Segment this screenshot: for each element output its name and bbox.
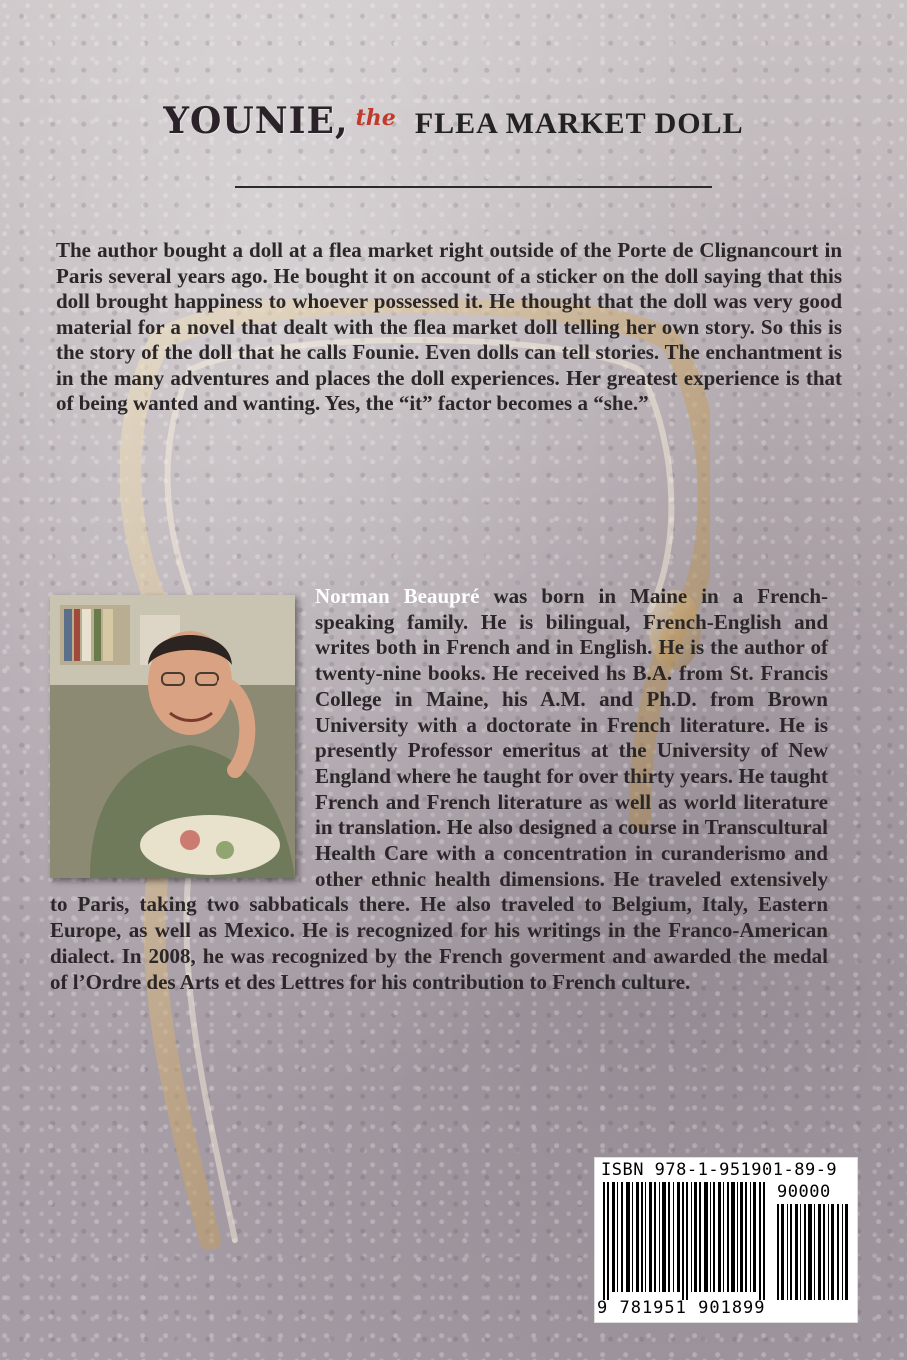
photo-spacer bbox=[50, 584, 315, 878]
isbn-label: ISBN 978-1-951901-89-9 bbox=[601, 1160, 838, 1180]
author-name: Norman Beaupré bbox=[315, 584, 480, 608]
barcode-bars-addon bbox=[777, 1204, 849, 1300]
book-title bbox=[0, 100, 907, 142]
title-underline bbox=[235, 186, 712, 188]
author-bio bbox=[50, 584, 828, 995]
isbn-barcode bbox=[594, 1157, 858, 1323]
title-the: the bbox=[355, 105, 396, 131]
ean-digits: 9 781951 901899 bbox=[597, 1298, 766, 1318]
barcode-bars-main bbox=[603, 1182, 767, 1300]
book-blurb: The author bought a doll at a flea market right outside of the Porte de Clignancourt in Paris several years ago. He bought it on account of a sticker on the doll saying that this doll brought happiness to whoever possessed it. He thought that the doll was very good material for a novel that dealt with the flea market doll telling her own story. So this is the story of the doll that he calls Founie. Even dolls can tell stories. The enchantment is in the many adventures and places the doll experiences. Her greatest experience is that of being wanted and wanting. Yes, the “it” factor becomes a “she.” bbox=[56, 238, 842, 415]
title-younie: YOUNIE, bbox=[163, 100, 349, 142]
title-subtitle: FLEA MARKET DOLL bbox=[414, 107, 744, 140]
price-code: 90000 bbox=[777, 1182, 831, 1202]
author-bio-text: was born in Maine in a French-speaking family. He is bilingual, French-English and writes both in French and in English. He is the author of twenty-nine books. He received hs B.A. from St. Francis College in Maine, his A.M. and Ph.D. from Brown University with a doctorate in French literature. He is presently Professor emeritus at the University of New England where he taught for over thirty years. He taught French and French literature as well as world literature in translation. He also designed a course in Transcultural Health Care with a concentration in curanderismo and other ethnic health dimensions. He traveled extensively to Paris, taking two sabbaticals there. He also traveled to Belgium, Italy, Eastern Europe, as well as Mexico. He is recognized for his writings in the Franco-American dialect. In 2008, he was recognized by the French goverment and awarded the medal of l’Ordre des Arts et des Lettres for his contribution to French culture. bbox=[50, 584, 828, 994]
